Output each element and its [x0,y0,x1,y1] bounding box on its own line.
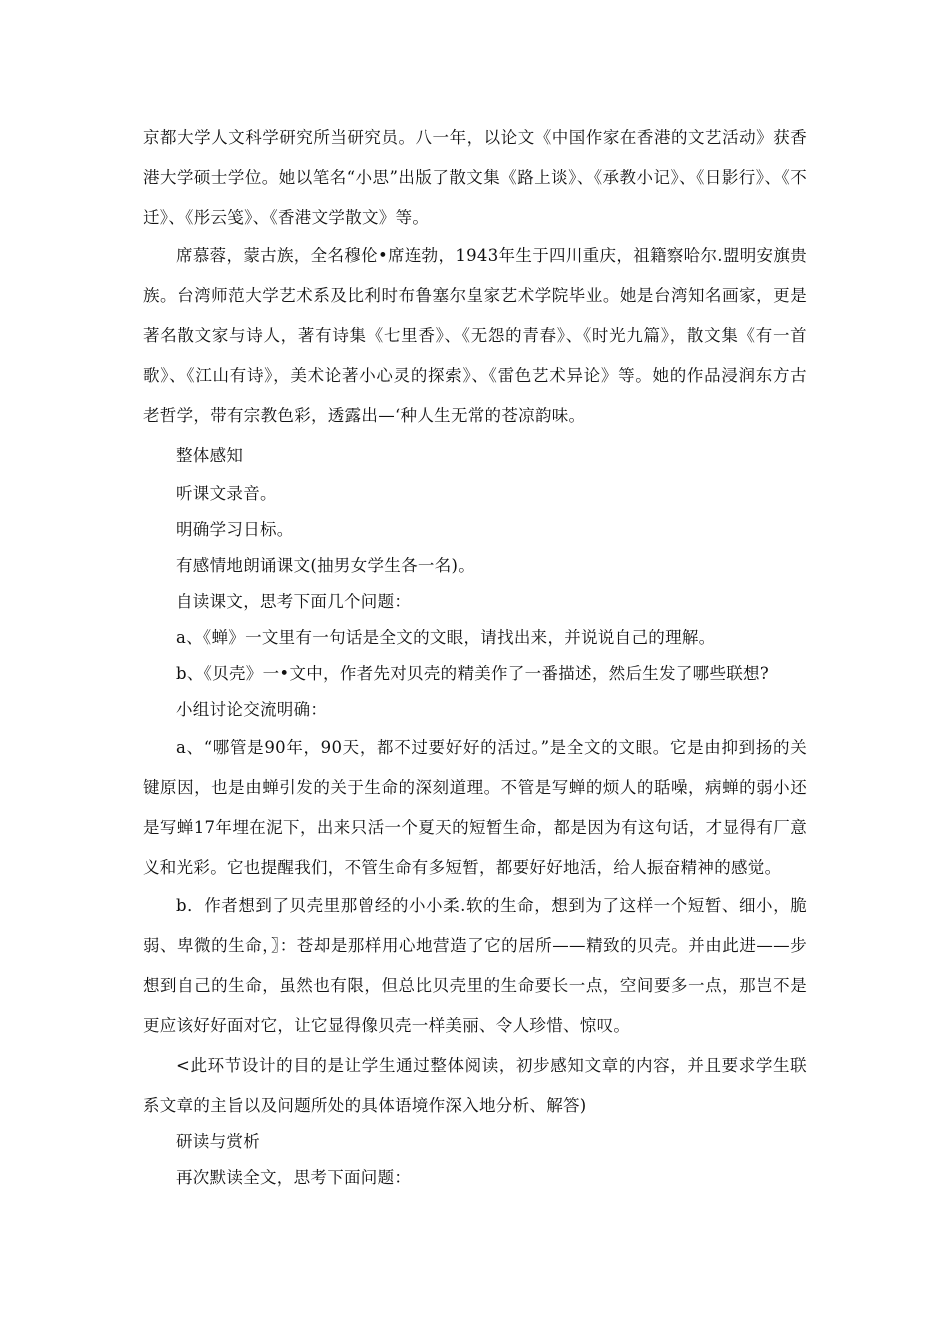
paragraph-text: 京都大学人文科学研究所当研究员。八一年，以论文《中国作家在香港的文艺活动》获香港大学硕士学位。她以笔名“小思”出版了散文集《路上谈》、《承教小记》、《日影行》、《不迁》、《彤云笺》、《香港文学散文》等。 [143,128,807,227]
paragraph-text: a、“哪管是90年，90天，都不过要好好的活过。”是全文的文眼。它是由抑到扬的关键原因，也是由蝉引发的关于生命的深刻道理。不管是写蝉的烦人的聒噪，病蝉的弱小还是写蝉17年埋在泥下，出来只活一个夏天的短暂生命，都是因为有这句话，才显得有厂意义和光彩。它也提醒我们，不管生命有多短暂，都要好好地活，给人振奋精神的感觉。 [143,738,807,877]
heading-study-appreciate: 研读与赏析 [176,1132,260,1151]
answer-a [143,728,807,888]
design-note [143,1046,807,1126]
question-a: a、《蝉》一文里有一句话是全文的文眼，请找出来，并说说自己的理解。 [176,628,716,647]
step-listen-recording: 听课文录音。 [176,484,277,503]
paragraph-author-xiaosi [143,118,807,238]
paragraph-text: <此环节设计的目的是让学生通过整体阅读，初步感知文章的内容，并且要求学生联系文章的主旨以及问题所处的具体语境作深入地分析、解答) [143,1056,807,1115]
step-reread: 再次默读全文，思考下面问题： [176,1168,412,1187]
paragraph-text: 席慕蓉，蒙古族，全名穆伦•席连勃，1943年生于四川重庆，祖籍察哈尔.盟明安旗贵族。台湾师范大学艺术系及比利时布鲁塞尔皇家艺术学院毕业。她是台湾知名画家，更是著名散文家与诗人，著有诗集《七里香》、《无怨的青春》、《时光九篇》，散文集《有一首歌》、《江山有诗》，美术论著小心灵的探索》、《雷色艺术异论》等。她的作品浸润东方古老哲学，带有宗教色彩，透露出—‘种人生无常的苍凉韵味。 [143,246,807,425]
paragraph-text: b．作者想到了贝壳里那曾经的小小柔.软的生命，想到为了这样一个短暂、细小，脆弱、卑微的生命，〗：苍却是那样用心地营造了它的居所——精致的贝壳。并由此进——步想到自己的生命，虽然也有限，但总比贝壳里的生命要长一点，空间要多一点，那岂不是更应该好好面对它，让它显得像贝壳一样美丽、令人珍惜、惊叹。 [143,896,807,1035]
step-group-discussion: 小组讨论交流明确： [176,700,328,719]
heading-overall-perception: 整体感知 [176,446,244,465]
step-read-aloud: 有感情地朗诵课文(抽男女学生各一名)。 [176,556,476,575]
question-b: b、《贝壳》一•文中，作者先对贝壳的精美作了一番描述，然后生发了哪些联想? [176,664,769,683]
answer-b [143,886,807,1046]
paragraph-author-ximurong [143,236,807,436]
step-learning-goals: 明确学习日标。 [176,520,294,539]
step-self-read: 自读课文，思考下面几个问题： [176,592,412,611]
